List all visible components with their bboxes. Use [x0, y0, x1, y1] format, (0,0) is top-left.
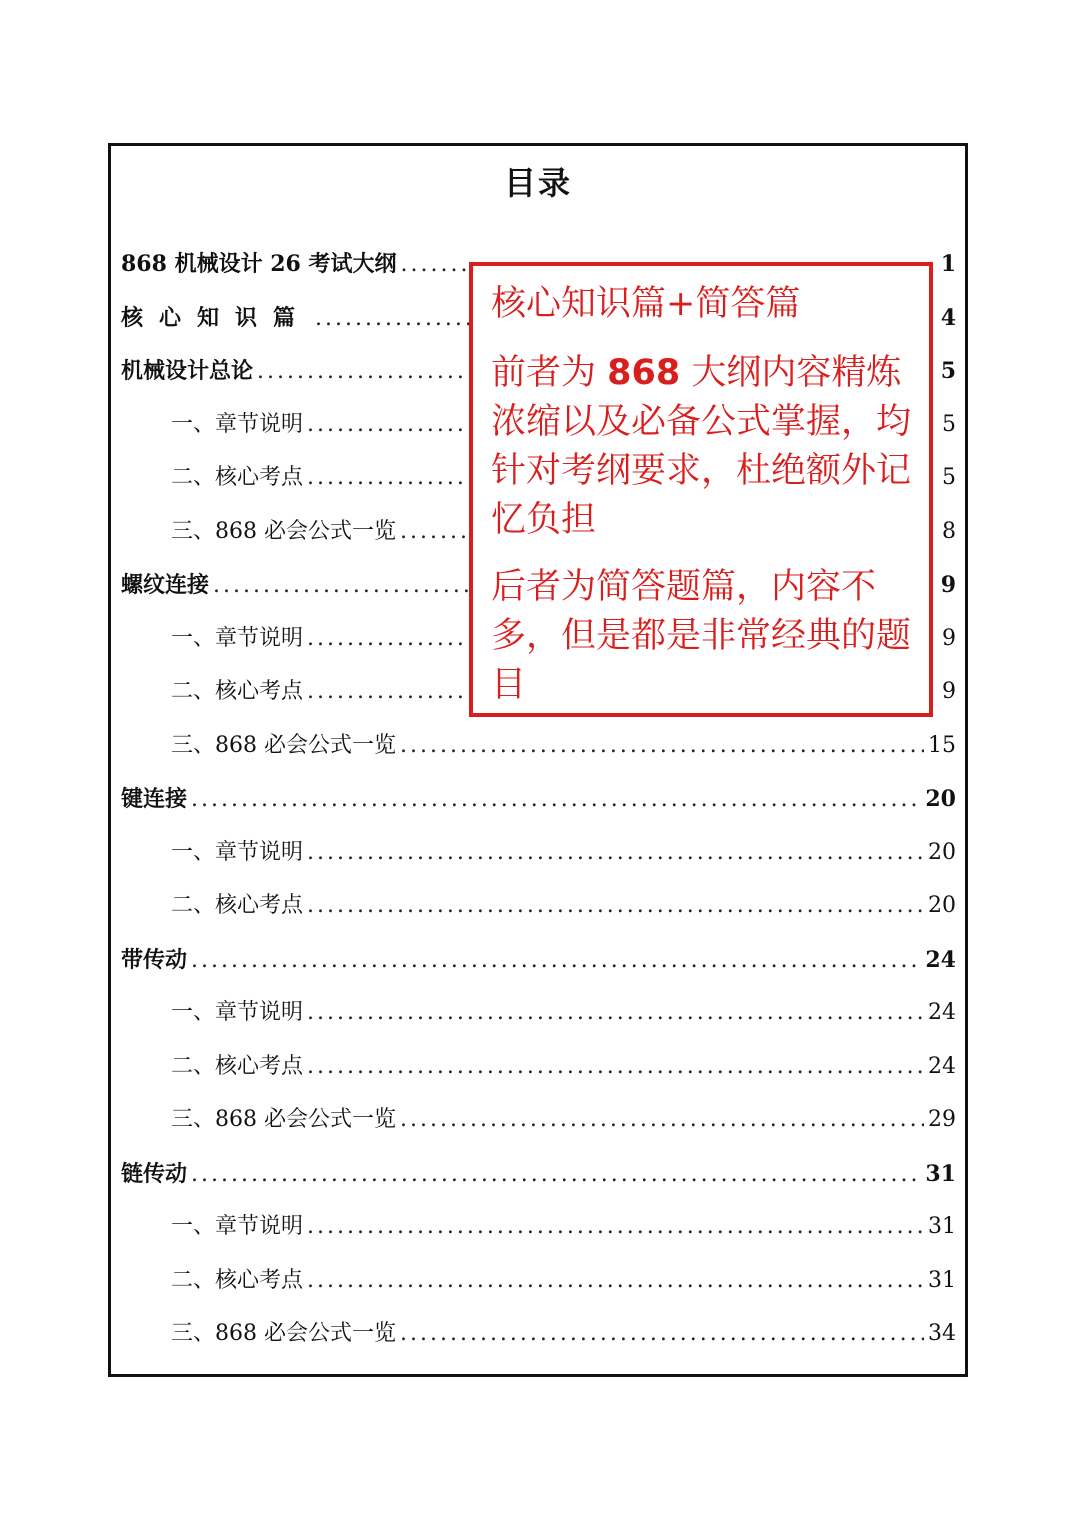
- toc-entry[interactable]: [121, 940, 956, 980]
- toc-entry[interactable]: [171, 1314, 956, 1354]
- toc-entry-label: 键连接: [121, 786, 188, 812]
- callout-box: [469, 262, 933, 717]
- toc-entry-page: 1: [940, 251, 956, 277]
- toc-entry[interactable]: [171, 726, 956, 766]
- toc-entry-label: 一、章节说明: [171, 1214, 304, 1239]
- toc-entry[interactable]: [171, 833, 956, 873]
- toc-entry-label: 核心知识篇: [121, 304, 312, 331]
- toc-leader-dots: [400, 1100, 924, 1140]
- toc-entry-label: 二、核心考点: [171, 1053, 304, 1079]
- toc-leader-dots: [191, 941, 921, 981]
- callout-p1-rest: 大纲内容精炼浓缩以及必备公式掌握，均针对考纲要求，杜绝额外记忆负担: [491, 353, 912, 540]
- callout-p1-start: 前者为: [491, 353, 597, 393]
- toc-leader-dots: [400, 726, 924, 766]
- toc-entry-page: 8: [942, 518, 956, 544]
- toc-entry-page: 9: [940, 572, 956, 598]
- toc-entry[interactable]: [171, 886, 956, 926]
- toc-entry[interactable]: [121, 779, 956, 819]
- toc-title: 目录: [503, 164, 572, 202]
- callout-p1-number: 868: [607, 353, 681, 393]
- toc-leader-dots: [307, 993, 924, 1033]
- toc-entry-page: 29: [928, 1107, 956, 1132]
- toc-entry-page: 34: [928, 1321, 956, 1346]
- callout-paragraph-2: 后者为简答题篇，内容不多，但是都是非常经典的题目: [491, 567, 912, 705]
- toc-entry-page: 4: [940, 304, 956, 331]
- toc-entry-label: 一、章节说明: [171, 1000, 304, 1025]
- toc-entry-page: 31: [928, 1214, 956, 1239]
- toc-leader-dots: [191, 1155, 921, 1195]
- toc-entry-page: 5: [942, 411, 956, 437]
- toc-entry-page: 9: [942, 679, 956, 704]
- toc-entry-label: 二、核心考点: [171, 679, 304, 704]
- toc-entry-label: 一、章节说明: [171, 411, 304, 437]
- toc-entry-label: 三、868 必会公式一览: [171, 1107, 396, 1132]
- toc-entry-page: 5: [940, 358, 956, 384]
- toc-entry-label: 链传动: [121, 1160, 188, 1187]
- toc-entry-label: 三、868 必会公式一览: [171, 732, 396, 758]
- toc-entry-page: 24: [925, 946, 956, 973]
- toc-entry-page: 20: [925, 786, 956, 812]
- toc-entry[interactable]: [171, 1207, 956, 1247]
- toc-entry-label: 机械设计总论: [121, 358, 254, 384]
- callout-heading: 核心知识篇+简答篇: [491, 284, 801, 324]
- toc-entry-page: 5: [942, 465, 956, 490]
- toc-entry-label: 二、核心考点: [171, 465, 304, 490]
- toc-entry-page: 20: [928, 839, 956, 865]
- toc-leader-dots: [307, 1207, 924, 1247]
- toc-entry-page: 24: [928, 1053, 956, 1079]
- toc-entry-label: 三、868 必会公式一览: [171, 518, 396, 544]
- toc-entry-page: 20: [928, 893, 956, 918]
- toc-entry-label: 三、868 必会公式一览: [171, 1321, 396, 1346]
- toc-leader-dots: [307, 886, 924, 926]
- toc-entry-label: 二、核心考点: [171, 1267, 304, 1293]
- toc-leader-dots: [191, 780, 921, 820]
- toc-entry-label: 二、核心考点: [171, 893, 304, 918]
- toc-entry-page: 15: [928, 732, 956, 758]
- toc-entry-label: 带传动: [121, 946, 188, 973]
- toc-entry[interactable]: [121, 1154, 956, 1194]
- toc-entry-label: 螺纹连接: [121, 572, 210, 598]
- toc-entry-label: 一、章节说明: [171, 839, 304, 865]
- toc-entry-page: 31: [925, 1160, 956, 1187]
- toc-entry[interactable]: [171, 1047, 956, 1087]
- toc-leader-dots: [400, 1314, 924, 1354]
- toc-leader-dots: [307, 1047, 924, 1087]
- toc-entry-page: 24: [928, 1000, 956, 1025]
- toc-entry-label: 一、章节说明: [171, 625, 304, 651]
- toc-entry[interactable]: [171, 993, 956, 1033]
- callout-paragraph-1: [491, 349, 911, 545]
- toc-entry-page: 31: [928, 1267, 956, 1293]
- toc-leader-dots: [307, 1261, 924, 1301]
- toc-entry[interactable]: [171, 1100, 956, 1140]
- toc-entry-label: 868 机械设计 26 考试大纲: [121, 251, 397, 277]
- toc-leader-dots: [307, 833, 924, 873]
- toc-entry[interactable]: [171, 1261, 956, 1301]
- toc-entry-page: 9: [942, 625, 956, 651]
